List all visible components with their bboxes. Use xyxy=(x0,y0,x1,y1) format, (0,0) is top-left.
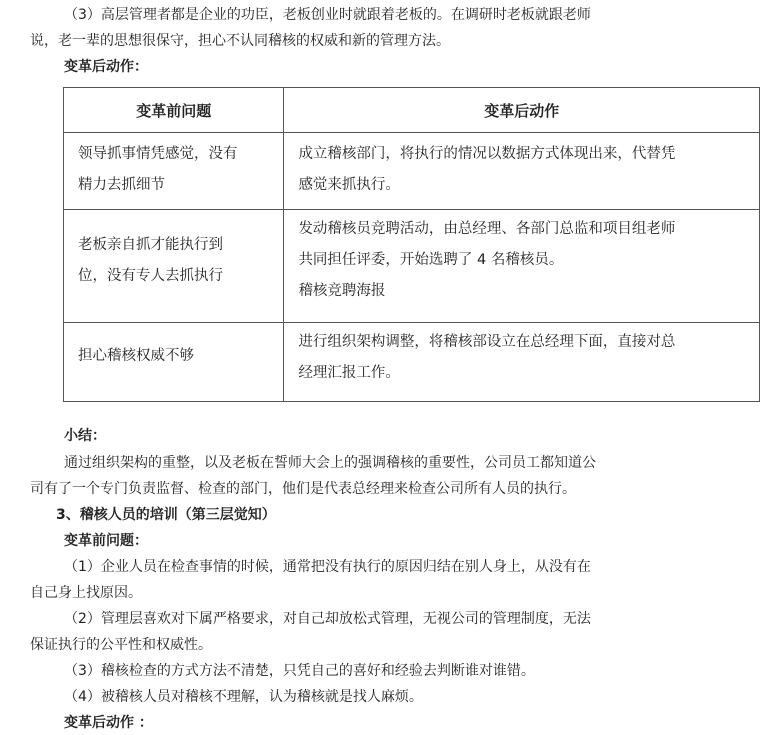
summary-heading: 小结： xyxy=(64,428,106,444)
summary-line2: 司有了一个专门负责监督、检查的部门，他们是代表总经理来检查公司所有人员的执行。 xyxy=(30,481,576,497)
intro-point3-line2: 说，老一辈的思想很保守，担心不认同稽核的权威和新的管理方法。 xyxy=(30,33,450,49)
intro-point3-line1: （3）高层管理者都是企业的功臣，老板创业时就跟着老板的。在调研时老板就跟老师 xyxy=(64,7,591,23)
action-line: 共同担任评委，开始选聘了 4 名稽核员。 xyxy=(298,252,564,268)
header-before: 变革前问题 xyxy=(64,88,284,133)
table-header-row xyxy=(64,88,760,133)
problem-line: 精力去抓细节 xyxy=(78,177,165,193)
table-row xyxy=(64,323,760,402)
problems-heading: 变革前问题： xyxy=(64,533,148,549)
problem-line: 担心稽核权威不够 xyxy=(78,348,194,364)
action-line: 稽核竞聘海报 xyxy=(298,283,386,299)
section3-title: 3、稽核人员的培训（第三层觉知） xyxy=(56,507,276,523)
summary-line1: 通过组织架构的重整，以及老板在誓师大会上的强调稽核的重要性，公司员工都知道公 xyxy=(64,455,596,471)
problem-line: 位，没有专人去抓执行 xyxy=(78,268,223,284)
problem-cell xyxy=(64,323,284,402)
problem1-line2: 自己身上找原因。 xyxy=(30,585,142,601)
change-table xyxy=(63,87,760,402)
problem-line: 老板亲自抓才能执行到 xyxy=(78,237,223,253)
action-line: 进行组织架构调整，将稽核部设立在总经理下面，直接对总 xyxy=(298,334,676,350)
action-line: 经理汇报工作。 xyxy=(298,365,400,381)
problem-line: 领导抓事情凭感觉，没有 xyxy=(78,146,238,162)
problem2-line1: （2）管理层喜欢对下属严格要求，对自己却放松式管理，无视公司的管理制度，无法 xyxy=(64,611,591,627)
problem-cell xyxy=(64,210,284,323)
problem-cell xyxy=(64,133,284,210)
action-cell xyxy=(284,210,760,323)
table-row xyxy=(64,210,760,323)
action-line: 成立稽核部门，将执行的情况以数据方式体现出来，代替凭 xyxy=(298,146,676,162)
table-row xyxy=(64,133,760,210)
action-cell xyxy=(284,133,760,210)
action-cell xyxy=(284,323,760,402)
actions-heading: 变革后动作： xyxy=(64,59,148,75)
problem4: （4）被稽核人员对稽核不理解，认为稽核就是找人麻烦。 xyxy=(64,689,423,705)
problem1-line1: （1）企业人员在检查事情的时候，通常把没有执行的原因归结在别人身上，从没有在 xyxy=(64,559,591,575)
action-line: 发动稽核员竞聘活动，由总经理、各部门总监和项目组老师 xyxy=(298,221,676,237)
header-after: 变革后动作 xyxy=(284,88,760,133)
action-line: 感觉来抓执行。 xyxy=(298,177,400,193)
problem3: （3）稽核检查的方式方法不清楚，只凭自己的喜好和经验去判断谁对谁错。 xyxy=(64,663,535,679)
section3-actions-heading: 变革后动作 ： xyxy=(64,715,153,731)
problem2-line2: 保证执行的公平性和权威性。 xyxy=(30,637,212,653)
